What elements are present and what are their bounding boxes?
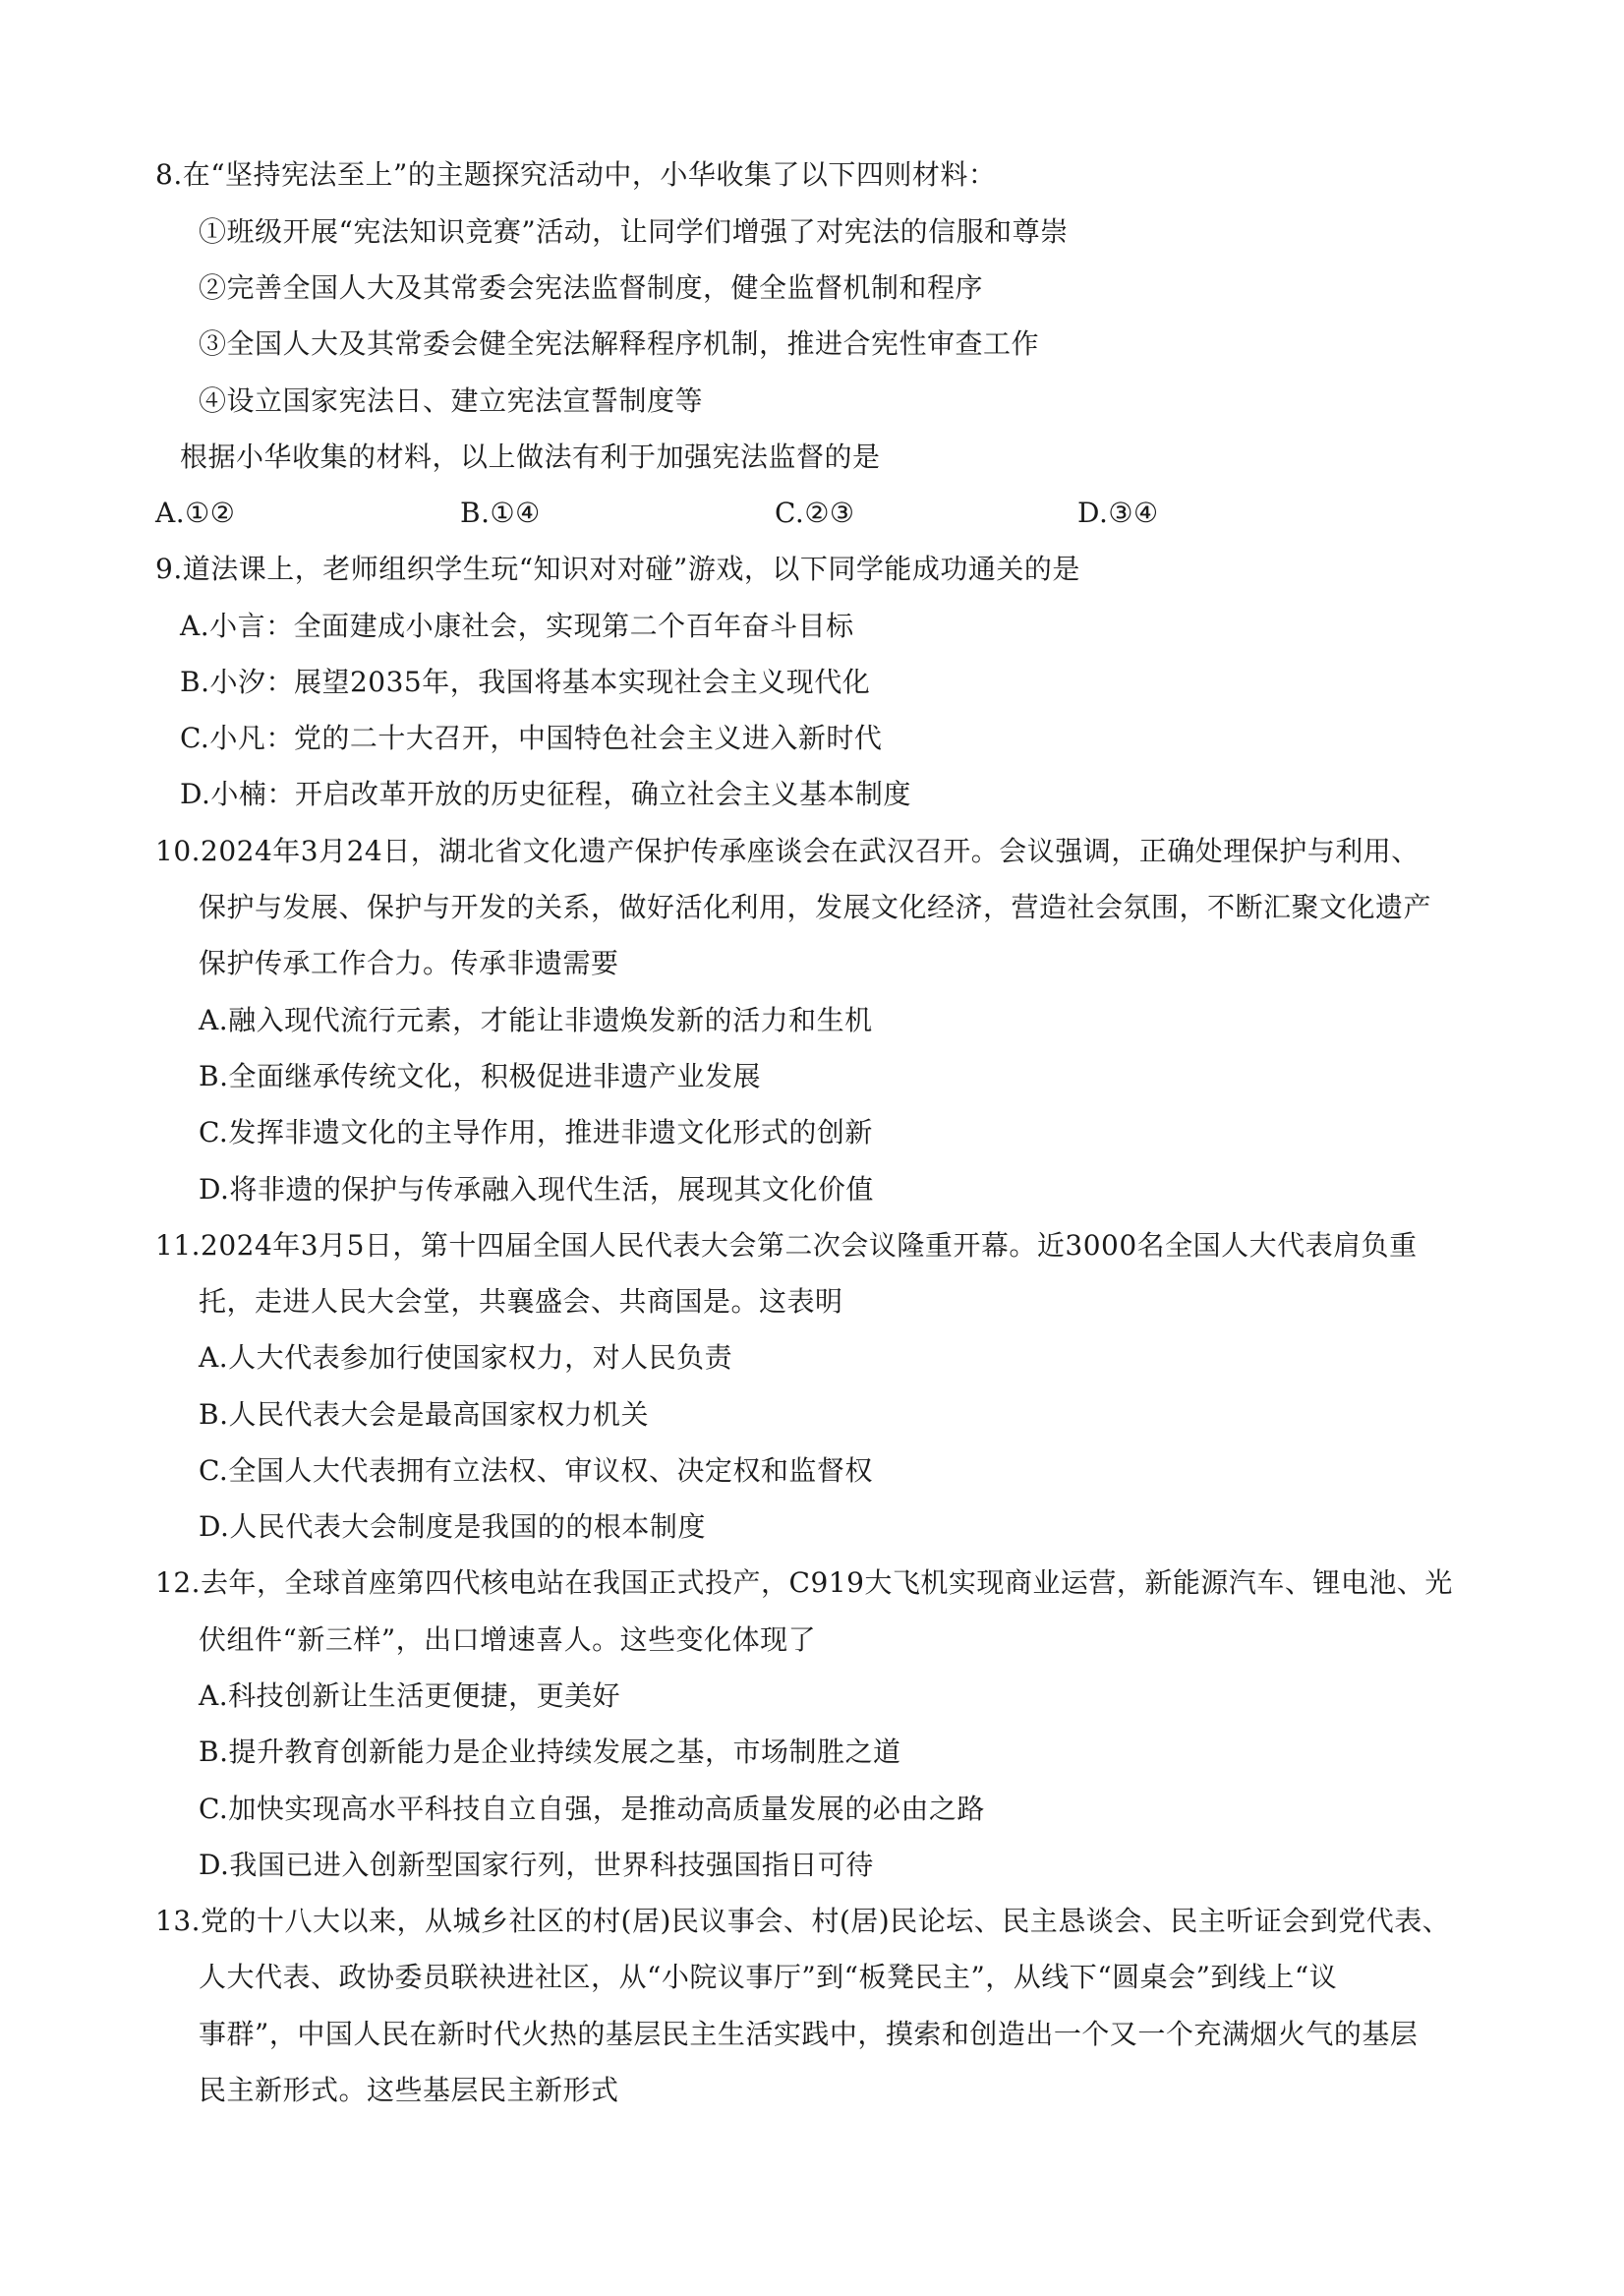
q13-stem-line-4: 民主新形式。这些基层民主新形式 — [199, 2074, 619, 2106]
q12-stem-line-1: 12.去年，全球首座第四代核电站在我国正式投产，C919大飞机实现商业运营，新能源汽车、锂电池、光 — [155, 1566, 1453, 1599]
q13-stem-line-2: 人大代表、政协委员联袂进社区，从“小院议事厅”到“板凳民主”，从线下“圆桌会”到线上“议 — [199, 1961, 1338, 1993]
q9-option-c: C.小凡：党的二十大召开，中国特色社会主义进入新时代 — [180, 722, 883, 754]
q12-stem-line-2: 伏组件“新三样”，出口增速喜人。这些变化体现了 — [199, 1623, 817, 1656]
q8-option-d: D.③④ — [1077, 497, 1159, 529]
q10-option-b: B.全面继承传统文化，积极促进非遗产业发展 — [199, 1060, 761, 1092]
q10-stem-line-2: 保护与发展、保护与开发的关系，做好活化利用，发展文化经济，营造社会氛围，不断汇聚文化遗产 — [199, 891, 1432, 923]
q10-option-d: D.将非遗的保护与传承融入现代生活，展现其文化价值 — [199, 1173, 874, 1206]
q13-stem-line-1: 13.党的十八大以来，从城乡社区的村(居)民议事会、村(居)民论坛、民主恳谈会、民主听证会到党代表、 — [155, 1905, 1451, 1937]
q8-material-1: ①班级开展“宪法知识竞赛”活动，让同学们增强了对宪法的信服和尊崇 — [199, 215, 1069, 248]
q9-option-a: A.小言：全面建成小康社会，实现第二个百年奋斗目标 — [180, 610, 854, 642]
q8-material-4: ④设立国家宪法日、建立宪法宣誓制度等 — [199, 384, 704, 417]
q8-stem: 8.在“坚持宪法至上”的主题探究活动中，小华收集了以下四则材料： — [155, 158, 997, 191]
q8-prompt: 根据小华收集的材料，以上做法有利于加强宪法监督的是 — [180, 441, 881, 473]
q10-stem-line-3: 保护传承工作合力。传承非遗需要 — [199, 947, 619, 979]
q8-option-a: A.①② — [155, 497, 236, 529]
q11-option-d: D.人民代表大会制度是我国的的根本制度 — [199, 1510, 706, 1543]
q11-option-c: C.全国人大代表拥有立法权、审议权、决定权和监督权 — [199, 1454, 873, 1487]
q11-stem-line-1: 11.2024年3月5日，第十四届全国人民代表大会第二次会议隆重开幕。近3000名全国人大代表肩负重 — [155, 1229, 1418, 1262]
q8-material-3: ③全国人大及其常委会健全宪法解释程序机制，推进合宪性审查工作 — [199, 327, 1040, 360]
q11-option-b: B.人民代表大会是最高国家权力机关 — [199, 1398, 649, 1431]
q11-option-a: A.人大代表参加行使国家权力，对人民负责 — [199, 1341, 733, 1374]
q12-option-b: B.提升教育创新能力是企业持续发展之基，市场制胜之道 — [199, 1736, 901, 1768]
q12-option-c: C.加快实现高水平科技自立自强，是推动高质量发展的必由之路 — [199, 1793, 985, 1825]
q10-stem-line-1: 10.2024年3月24日，湖北省文化遗产保护传承座谈会在武汉召开。会议强调，正确处理保护与利用、 — [155, 835, 1420, 867]
q12-option-a: A.科技创新让生活更便捷，更美好 — [199, 1679, 621, 1712]
q8-material-2: ②完善全国人大及其常委会宪法监督制度，健全监督机制和程序 — [199, 271, 984, 304]
q13-stem-line-3: 事群”，中国人民在新时代火热的基层民主生活实践中，摸索和创造出一个又一个充满烟火气的基层 — [199, 2018, 1419, 2050]
q9-option-d: D.小楠：开启改革开放的历史征程，确立社会主义基本制度 — [180, 778, 911, 810]
q9-option-b: B.小汐：展望2035年，我国将基本实现社会主义现代化 — [180, 666, 871, 698]
q8-option-c: C.②③ — [775, 497, 855, 529]
q12-option-d: D.我国已进入创新型国家行列，世界科技强国指日可待 — [199, 1849, 874, 1881]
q10-option-c: C.发挥非遗文化的主导作用，推进非遗文化形式的创新 — [199, 1116, 873, 1148]
q8-option-b: B.①④ — [460, 497, 541, 529]
q9-stem: 9.道法课上，老师组织学生玩“知识对对碰”游戏，以下同学能成功通关的是 — [155, 553, 1080, 585]
q11-stem-line-2: 托，走进人民大会堂，共襄盛会、共商国是。这表明 — [199, 1285, 843, 1318]
q10-option-a: A.融入现代流行元素，才能让非遗焕发新的活力和生机 — [199, 1004, 873, 1036]
